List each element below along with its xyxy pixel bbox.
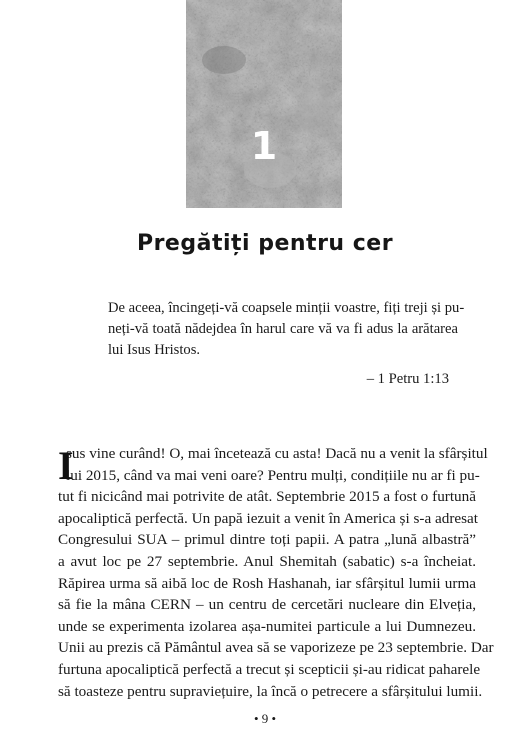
chapter-number: 1 <box>250 124 278 168</box>
body-line: Unii au prezis că Pământul avea să se vaporizeze pe 23 septembrie. Dar <box>58 639 494 657</box>
chapter-image <box>186 0 342 208</box>
drop-cap: I <box>58 443 74 488</box>
body-paragraph <box>58 443 494 702</box>
epigraph-line: neți-vă toată nădejdea în harul care vă va fi adus la arătarea <box>108 320 458 337</box>
epigraph-line: lui Isus Hristos. <box>108 341 201 358</box>
body-line: unde se experimenta izolarea așa-numitei particule a lui Dumnezeu. <box>58 617 476 635</box>
body-line: a avut loc pe 27 septembrie. Anul Shemitah (sabatic) s-a încheiat. <box>58 552 476 570</box>
page-number: • 9 • <box>253 711 277 726</box>
body-line: să toasteze pentru supraviețuire, la încă o petrecere a sfârșitului lumii. <box>58 682 483 700</box>
body-line: sus vine curând! O, mai încetează cu asta! Dacă nu a venit la sfârșitul <box>66 445 488 462</box>
epigraph-line: De aceea, încingeți-vă coapsele minții voastre, fiți treji și pu- <box>108 300 465 316</box>
stone-texture <box>186 0 342 208</box>
body-line: apocaliptică perfectă. Un papă iezuit a venit în America și s-a adresat <box>58 509 478 527</box>
chapter-title: Pregătiți pentru cer <box>136 231 394 256</box>
body-line: tut fi nicicând mai potrivite de atât. Septembrie 2015 a fost o furtună <box>58 488 476 506</box>
body-line: Răpirea urma să aibă loc de Rosh Hashanah, iar sfârșitul lumii urma <box>58 574 476 592</box>
body-line: Congresului SUA – primul dintre toți papii. A patra „lună albastră” <box>58 531 476 549</box>
body-line: să fie la mâna CERN – un centru de cercetări nucleare din Elveția, <box>58 596 476 614</box>
epigraph-reference: – 1 Petru 1:13 <box>366 371 449 387</box>
body-line: lui 2015, când va mai veni oare? Pentru mulți, condițiile nu ar fi pu- <box>66 466 480 484</box>
body-line: furtuna apocaliptică perfectă a trecut și scepticii și-au ridicat paharele <box>58 660 481 678</box>
epigraph-quote <box>108 298 465 360</box>
